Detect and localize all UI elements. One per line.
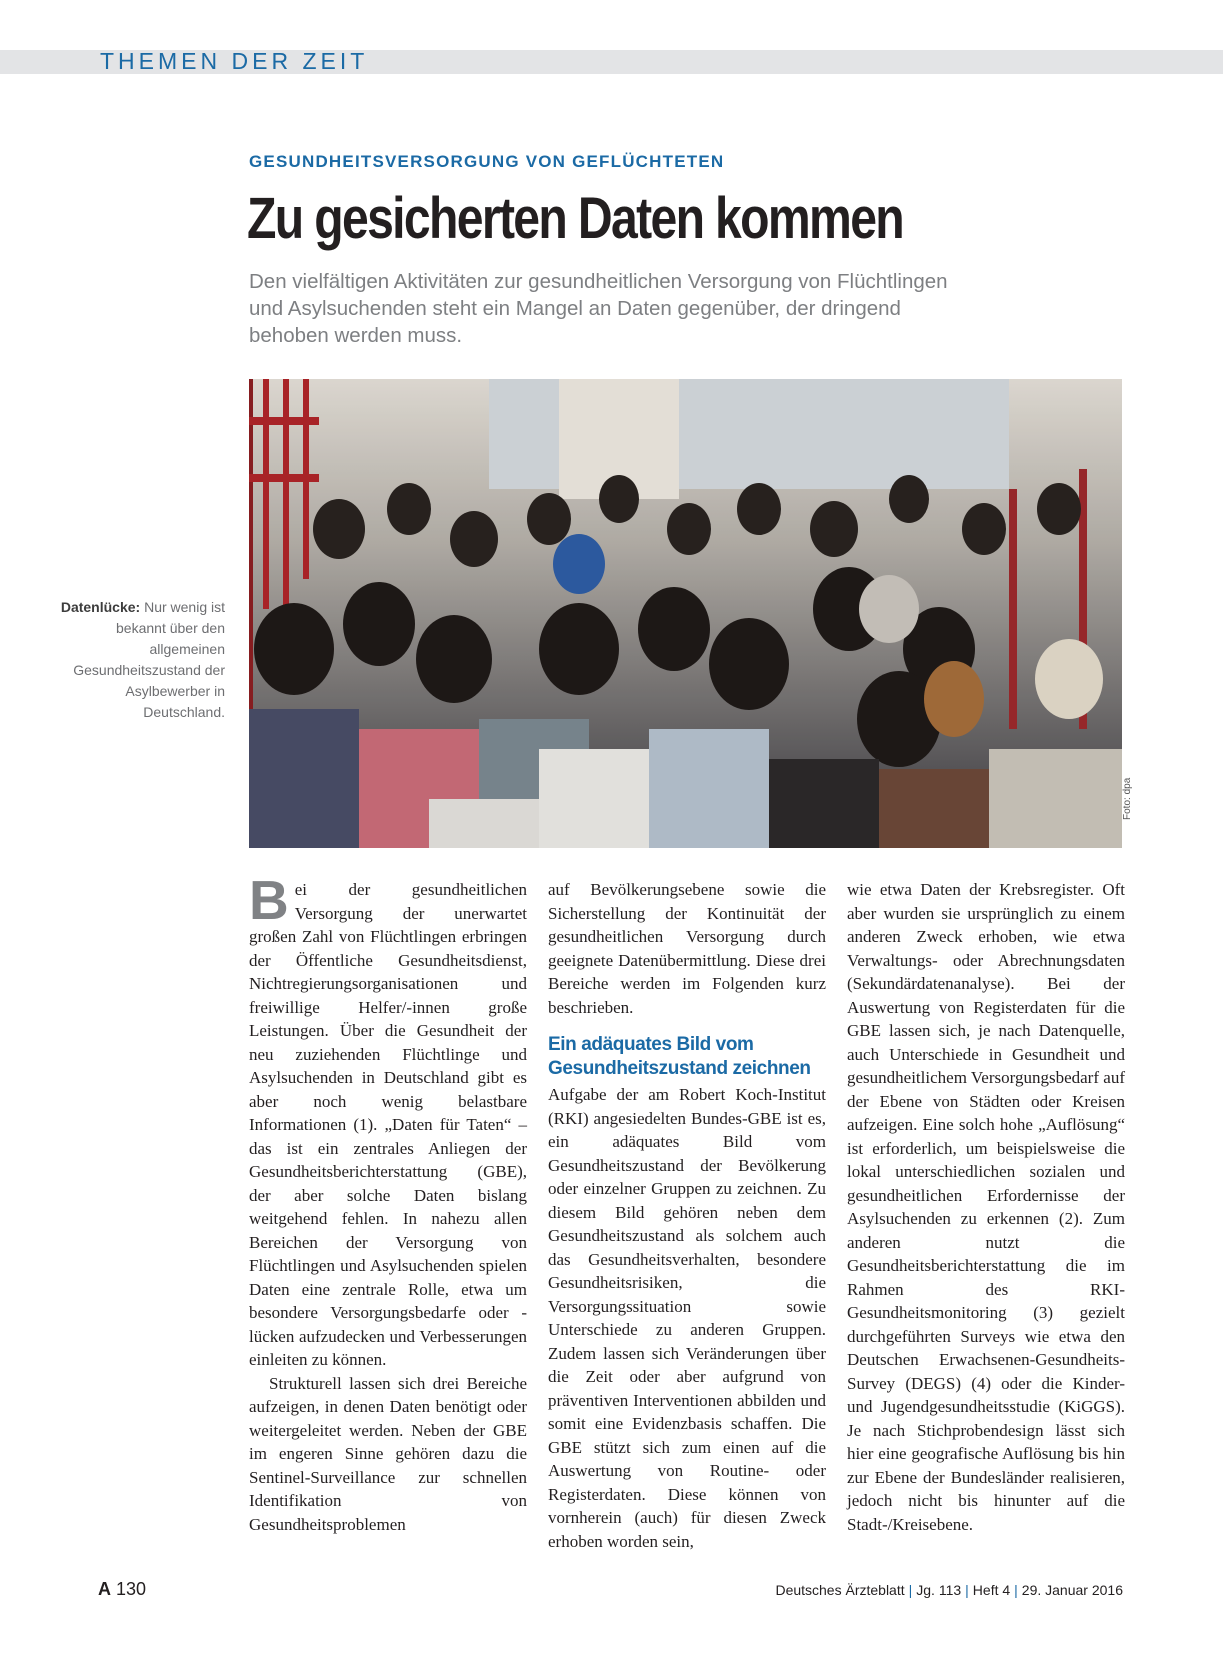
journal-issue: Heft 4 bbox=[972, 1582, 1011, 1598]
journal-footer bbox=[775, 1582, 1123, 1598]
footer-separator: | bbox=[1014, 1582, 1018, 1598]
lead-line: behoben werden muss. bbox=[249, 324, 463, 347]
caption-lead: Datenlücke: bbox=[60, 599, 141, 615]
page-prefix: A bbox=[98, 1579, 111, 1599]
paragraph: wie etwa Daten der Krebsregister. Oft aber wurden sie ursprünglich zu einem anderen Zweck erhoben, wie etwa Verwaltungs- oder Abrechnungsdaten (Sekundärdatenanalyse). Bei der Auswertung von Registerdaten für die GBE lassen sich, je nach Datenquelle, auch Unterschiede in Gesundheit und gesundheitlichem Versorgungsbedarf auf der Ebene von Städten oder Kreisen aufzeigen. Eine solch hohe „Auflösung“ ist erforderlich, um beispielsweise die lokal unterschiedlichen sozialen und gesundheitlichen Erfordernisse der Asylsuchenden zu erkennen (2). Zum anderen nutzt die Gesundheitsberichterstattung die im Rahmen des RKI-Gesundheitsmonitoring (3) gezielt durchgeführten Surveys wie etwa den Deutschen Erwachsenen-Gesundheits-Survey (DEGS) (4) oder die Kinder- und Jugendgesundheitsstudie (KiGGS). Je nach Stichprobendesign lässt sich hier eine geografische Auflösung bis hin zur Ebene der Bundesländer realisieren, jedoch nicht bis hinunter auf die Stadt-/Kreisebene. bbox=[847, 880, 1125, 1534]
paragraph: auf Bevölkerungsebene sowie die Sicherstellung der Kontinuität der gesundheitlichen Versorgung durch geeignete Datenübermittlung. Diese drei Bereiche werden im Folgenden kurz beschrieben. bbox=[548, 880, 826, 1017]
crowd-photo bbox=[249, 379, 1122, 848]
drop-cap: B bbox=[249, 869, 289, 931]
paragraph bbox=[249, 869, 527, 1372]
journal-volume: Jg. 113 bbox=[916, 1582, 962, 1598]
article-lead bbox=[249, 268, 1109, 349]
paragraph: Aufgabe der am Robert Koch-Institut (RKI) angesiedelten Bundes-GBE ist es, ein adäquates Bild vom Gesundheitszustand der Bevölkerung oder einzelner Gruppen zu zeichnen. Zu diesem Bild gehören neben dem Gesundheitszustand als solchem auch das Gesundheitsverhalten, besondere Gesundheitsrisiken, die Versorgungssituation sowie Unterschiede zu anderen Gruppen. Zudem lassen sich Veränderungen über die Zeit oder aber aufgrund von präventiven Interventionen abbilden und somit eine Evidenzbasis schaffen. Die GBE stützt sich zum einen auf die Auswertung von Routine- oder Registerdaten. Diese können von vornherein (auch) für diesen Zweck erhoben worden sein, bbox=[548, 1085, 826, 1551]
section-subheading: Ein adäquates Bild vom Gesundheitszustand zeichnen bbox=[548, 1034, 811, 1079]
photo-caption bbox=[60, 597, 225, 723]
lead-line: Den vielfältigen Aktivitäten zur gesundheitlichen Versorgung von Flüchtlingen bbox=[249, 270, 948, 293]
issue-date: 29. Januar 2016 bbox=[1021, 1582, 1123, 1598]
journal-name: Deutsches Ärzteblatt bbox=[775, 1582, 905, 1598]
footer-separator: | bbox=[908, 1582, 913, 1598]
footer-separator: | bbox=[965, 1582, 969, 1598]
caption-text: Nur wenig ist bekannt über den allgemeinen Gesundheitszustand der Asylbewerber in Deutschland. bbox=[73, 599, 225, 720]
section-header: THEMEN DER ZEIT bbox=[100, 48, 369, 74]
photo-credit: Foto: dpa bbox=[1122, 777, 1133, 820]
article-kicker: GESUNDHEITSVERSORGUNG VON GEFLÜCHTETEN bbox=[249, 152, 725, 171]
body-column-3 bbox=[847, 878, 1125, 1536]
page-number bbox=[98, 1579, 146, 1600]
lead-line: und Asylsuchenden steht ein Mangel an Daten gegenüber, der dringend bbox=[249, 297, 901, 320]
body-column-1 bbox=[249, 869, 527, 1536]
page-number-value: 130 bbox=[116, 1579, 147, 1599]
article-title: Zu gesicherten Daten kommen bbox=[247, 186, 904, 251]
body-column-2 bbox=[548, 878, 826, 1553]
paragraph-text: ei der gesundheitlichen Versorgung der unerwartet großen Zahl von Flüchtlingen erbringen der Öffentliche Gesundheitsdienst, Nichtregierungsorganisationen und freiwillige Helfer/-innen große Leistungen. Über die Gesundheit der neu zuziehenden Flüchtlinge und Asylsuchenden in Deutschland gibt es aber noch wenig belastbare Informationen (1). „Daten für Taten“ – das ist ein zentrales Anliegen der Gesundheitsberichterstattung (GBE), der aber solche Daten bislang weitgehend fehlen. In nahezu allen Bereichen der Versorgung von Flüchtlingen und Asylsuchenden spielen Daten eine zentrale Rolle, etwa um besondere Versorgungsbedarfe oder -lücken aufzudecken und Verbesserungen einleiten zu können. bbox=[249, 880, 527, 1369]
paragraph: Strukturell lassen sich drei Bereiche aufzeigen, in denen Daten benötigt oder weitergeleitet werden. Neben der GBE im engeren Sinne gehören dazu die Sentinel-Surveillance zur schnellen Identifikation von Gesundheitsproblemen bbox=[249, 1373, 527, 1534]
